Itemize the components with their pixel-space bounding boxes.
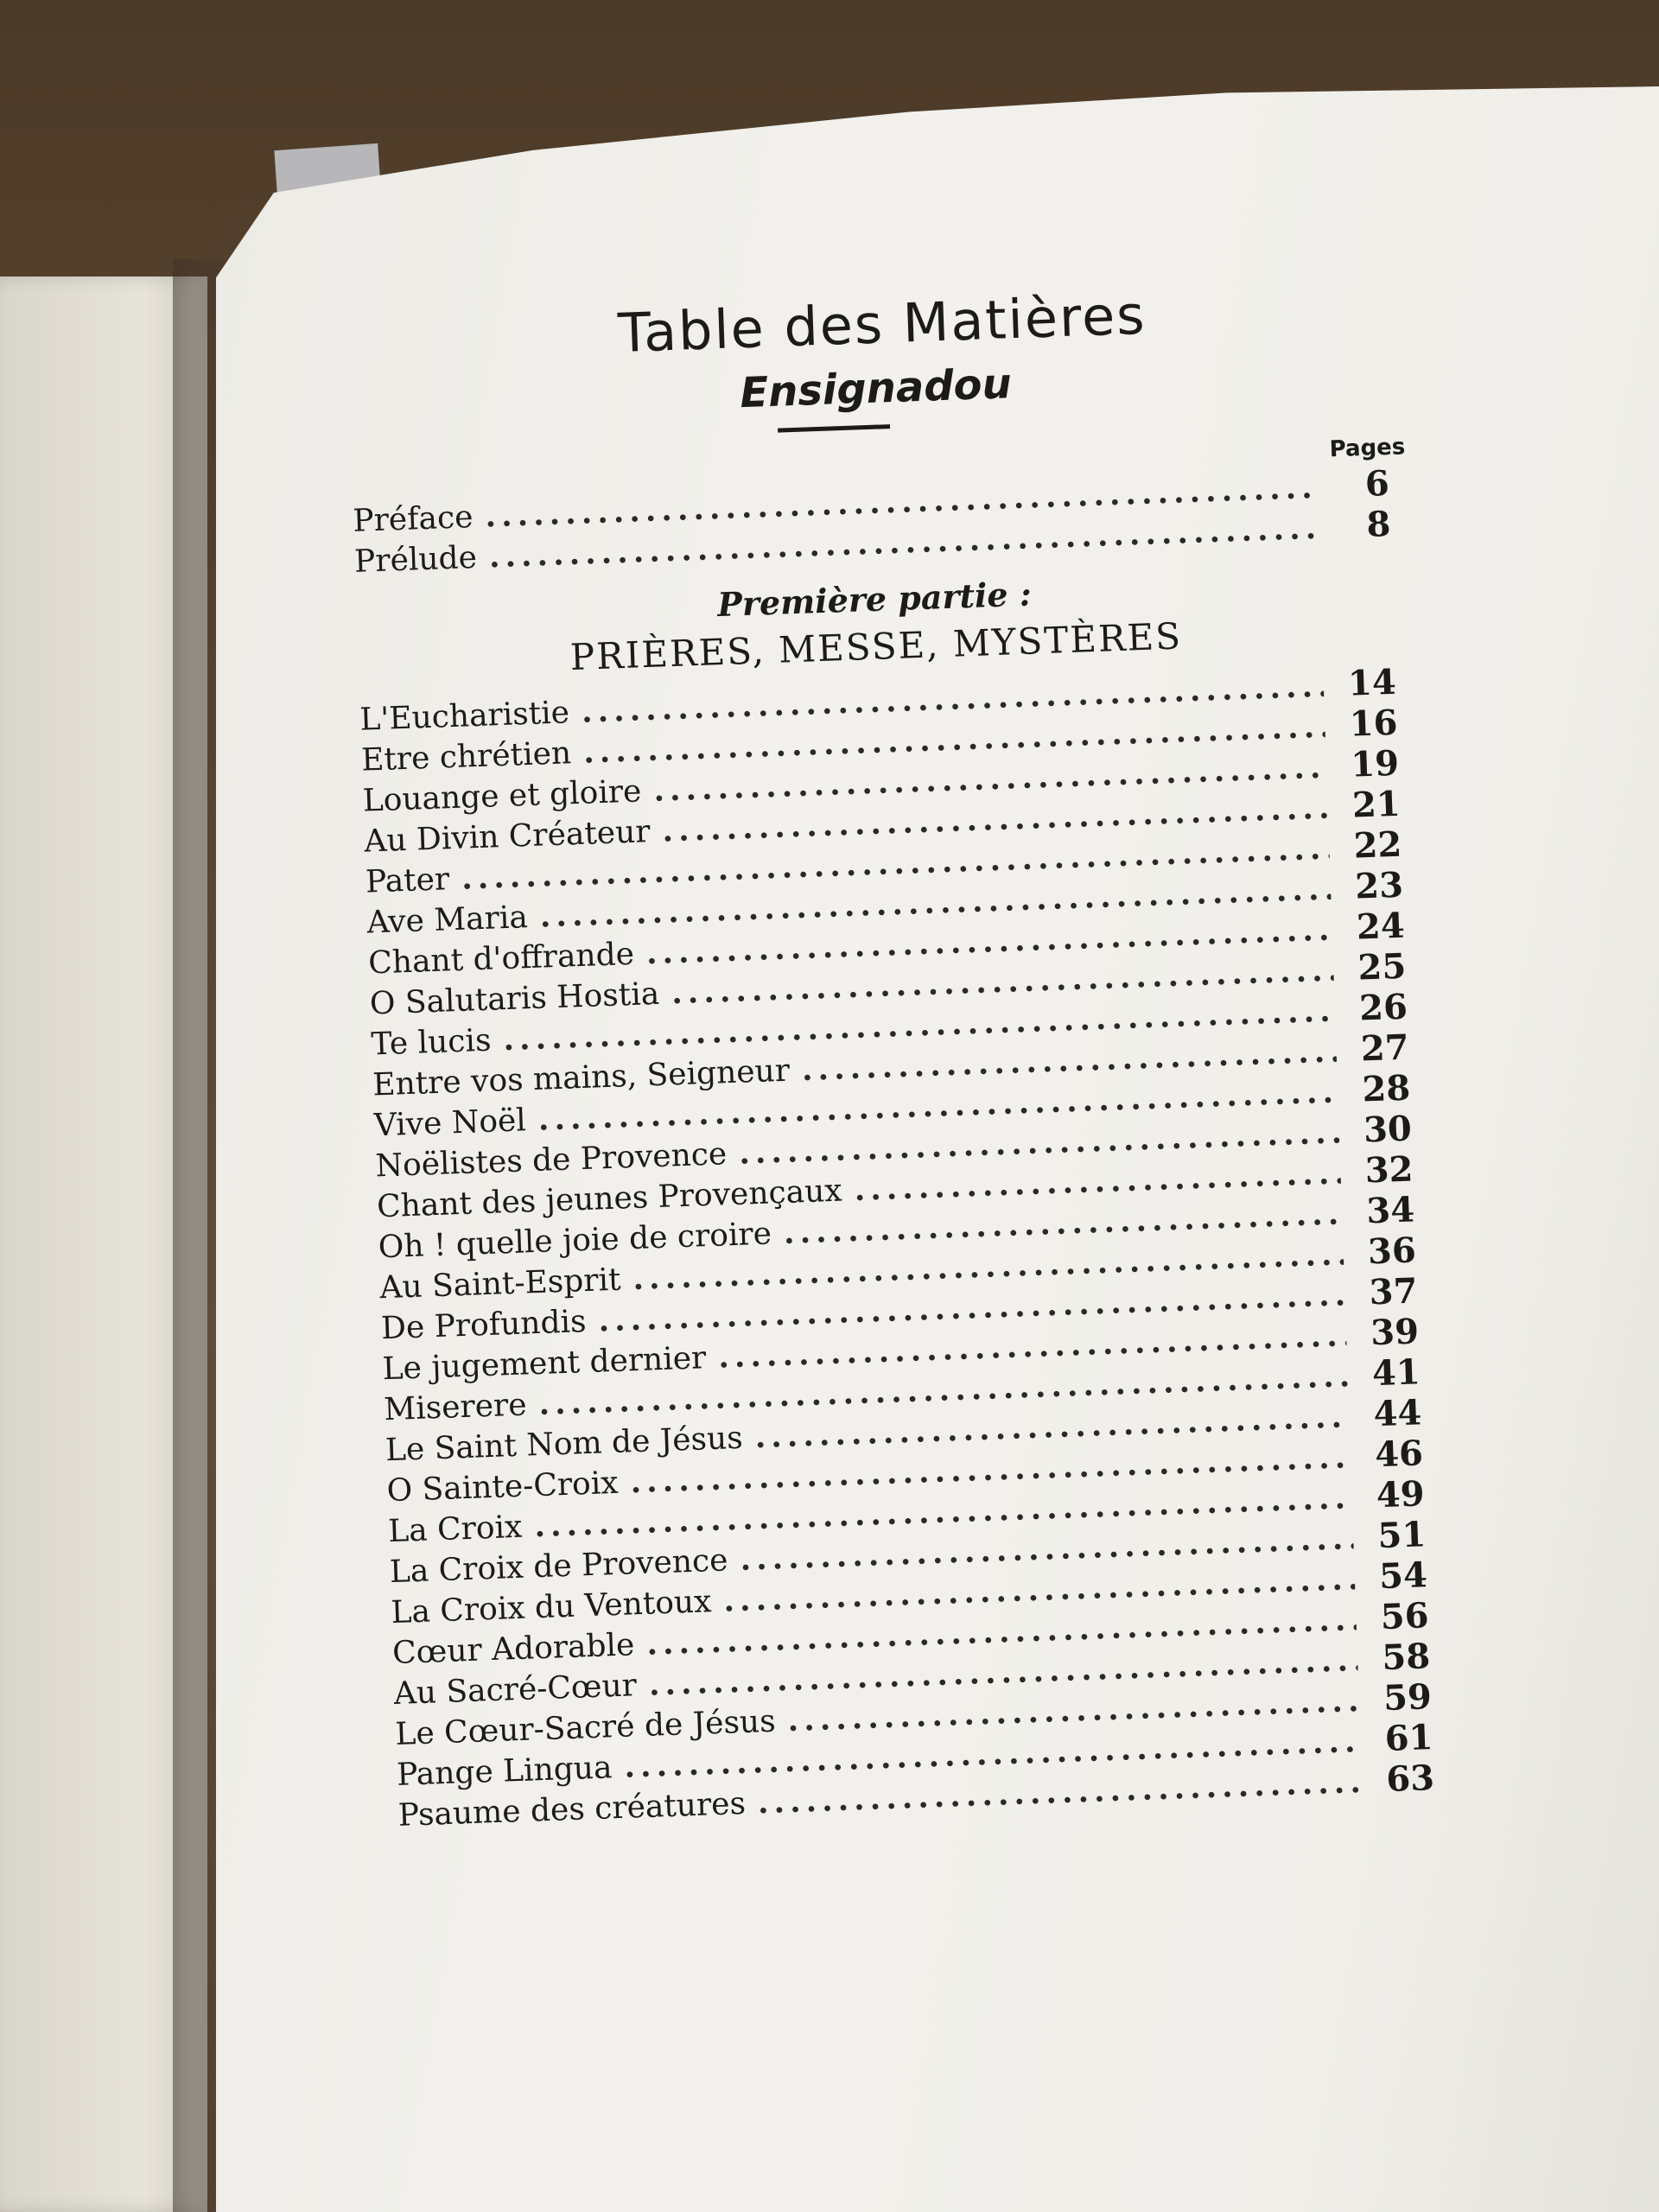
toc-entry-page: 25 [1357, 945, 1408, 988]
toc-entry-title: Cœur Adorable [391, 1627, 636, 1672]
toc-entry-title: La Croix de Provence [389, 1542, 729, 1591]
toc-entry-title: Préface [352, 499, 474, 539]
toc-entry-page: 36 [1367, 1230, 1417, 1273]
toc-entry-page: 49 [1376, 1473, 1426, 1516]
toc-entry-title: La Croix du Ventoux [390, 1584, 713, 1631]
toc-entry-title: O Salutaris Hostia [369, 976, 660, 1022]
toc-entry-page: 61 [1383, 1717, 1434, 1760]
toc-entry-title: Oh ! quelle joie de croire [378, 1216, 772, 1266]
toc-entry-page: 41 [1371, 1351, 1421, 1395]
toc-entry-page: 44 [1372, 1392, 1423, 1435]
toc-entry-page: 54 [1378, 1554, 1428, 1598]
toc-entry-title: Miserere [383, 1387, 528, 1428]
toc-entry-title: De Profundis [380, 1304, 588, 1347]
toc-entry-page: 39 [1370, 1311, 1420, 1354]
page-title: Table des Matières [617, 283, 1147, 365]
title-rule [778, 424, 890, 433]
toc-entry-title: Le Saint Nom de Jésus [385, 1420, 744, 1469]
toc-entry-page: 30 [1363, 1108, 1413, 1151]
toc-entry-title: Au Saint-Esprit [378, 1262, 622, 1306]
toc-entry-page: 6 [1364, 462, 1390, 505]
toc-entry-title: Pater [365, 861, 450, 900]
section-kicker: Première partie : [716, 574, 1033, 625]
toc-entry-page: 32 [1363, 1148, 1414, 1192]
toc-entry-page: 46 [1374, 1433, 1424, 1476]
toc-entry-page: 21 [1351, 783, 1402, 826]
toc-entry-page: 16 [1348, 702, 1399, 745]
page-subtitle: Ensignadou [739, 359, 1013, 418]
entries-list [359, 662, 1435, 1834]
toc-entry-title: Te lucis [370, 1022, 493, 1063]
toc-entry-page: 14 [1347, 661, 1397, 704]
toc-entry-title: Psaume des créatures [397, 1785, 747, 1834]
toc-entry-title: Au Divin Créateur [363, 814, 652, 860]
toc-entry-title: Chant d'offrande [367, 936, 635, 982]
toc-entry-title: O Sainte-Croix [385, 1465, 620, 1510]
toc-entry-page: 34 [1365, 1189, 1415, 1232]
toc-entry-page: 63 [1385, 1758, 1435, 1800]
toc-entry-title: Le Cœur-Sacré de Jésus [394, 1703, 777, 1752]
section-title: PRIÈRES, MESSE, MYSTÈRES [569, 614, 1183, 679]
toc-entry-title: Noëlistes de Provence [374, 1136, 728, 1185]
table-of-contents [346, 275, 1435, 1834]
toc-entry-title: Entre vos mains, Seigneur [372, 1052, 791, 1103]
toc-entry-page: 8 [1365, 503, 1392, 545]
toc-entry-title: L'Eucharistie [359, 695, 570, 738]
toc-entry-title: Vive Noël [373, 1103, 527, 1144]
toc-entry-page: 59 [1382, 1676, 1433, 1719]
toc-entry-page: 22 [1352, 823, 1403, 867]
toc-entry-page: 37 [1368, 1270, 1419, 1313]
toc-entry-page: 19 [1350, 742, 1400, 785]
toc-entry-title: Prélude [353, 539, 478, 580]
intro-list [353, 463, 1392, 581]
toc-entry-title: Ave Maria [366, 899, 529, 941]
toc-entry-title: Etre chrétien [360, 735, 572, 779]
toc-entry-page: 27 [1360, 1027, 1410, 1070]
toc-entry-title: Le jugement dernier [382, 1340, 707, 1388]
toc-entry-title: Pange Lingua [396, 1750, 613, 1793]
toc-entry-page: 58 [1381, 1636, 1431, 1679]
pages-column-label: Pages [1329, 434, 1406, 463]
toc-entry-page: 56 [1379, 1595, 1430, 1638]
toc-entry-page: 26 [1358, 986, 1408, 1029]
toc-entry-title: Louange et gloire [362, 773, 643, 819]
toc-entry-title: La Croix [387, 1509, 524, 1550]
toc-entry-page: 24 [1356, 905, 1406, 948]
toc-entry-page: 51 [1376, 1514, 1427, 1557]
toc-entry-title: Au Sacré-Cœur [393, 1668, 638, 1713]
toc-entry-page: 23 [1354, 864, 1404, 907]
toc-entry-title: Chant des jeunes Provençaux [376, 1173, 843, 1225]
toc-entry-page: 28 [1361, 1067, 1411, 1110]
